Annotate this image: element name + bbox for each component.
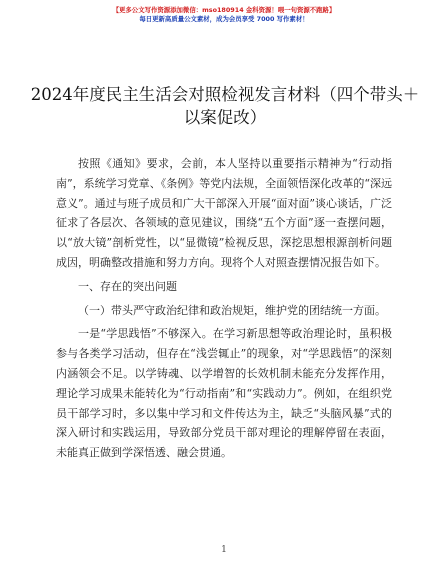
- body-paragraph: 一是“学思践悟”不够深入。在学习新思想等政治理论时，虽积极参与各类学习活动，但存在“浅尝辄止”的现象，对“学思践悟”的深刻内涵领会不足。以学铸魂、以学增智的长效机制未能充分发挥作用，理论学习成果未能转化为“行动指南”和“实践动力”。例如，在组织党员干部学习时，多以集中学习和文件传达为主，缺乏“头脑风暴”式的深入研讨和实践运用，导致部分党员干部对理论的理解停留在表面，未能真正做到学深悟透、融会贯通。: [56, 327, 392, 460]
- document-body: [56, 154, 392, 463]
- subsection-heading: （一）带头严守政治纪律和政治规矩，维护党的团结统一方面。: [78, 303, 386, 317]
- promo-banner: [0, 6, 448, 24]
- promo-banner-line-2: 每日更新高质量公文素材，成为会员享受 7000 写作素材！: [139, 15, 309, 23]
- page-number: 1: [221, 545, 227, 555]
- promo-banner-line-1: 【更多公文写作资源添加微信：mso180914 金科资源！喂一句资源不跑路】: [112, 6, 336, 14]
- intro-paragraph: 按照《通知》要求，会前，本人坚持以重要指示精神为“行动指南”，系统学习党章、《条例》等党内法规，全面领悟深化改革的“深远意义”。通过与班子成员和广大干部深入开展“面对面”谈心谈话，广泛征求了各层次、各领域的意见建议，围绕“五个方面”逐一查摆问题，以“放大镜”剖析党性，以“显微镜”检视反思，深挖思想根源剖析问题成因，明确整改措施和努力方向。现将个人对照查摆情况报告如下。: [56, 157, 392, 269]
- section-heading: 一、存在的突出问题: [78, 279, 177, 293]
- document-title: 2024年度民主生活会对照检视发言材料（四个带头＋以案促改）: [30, 85, 420, 127]
